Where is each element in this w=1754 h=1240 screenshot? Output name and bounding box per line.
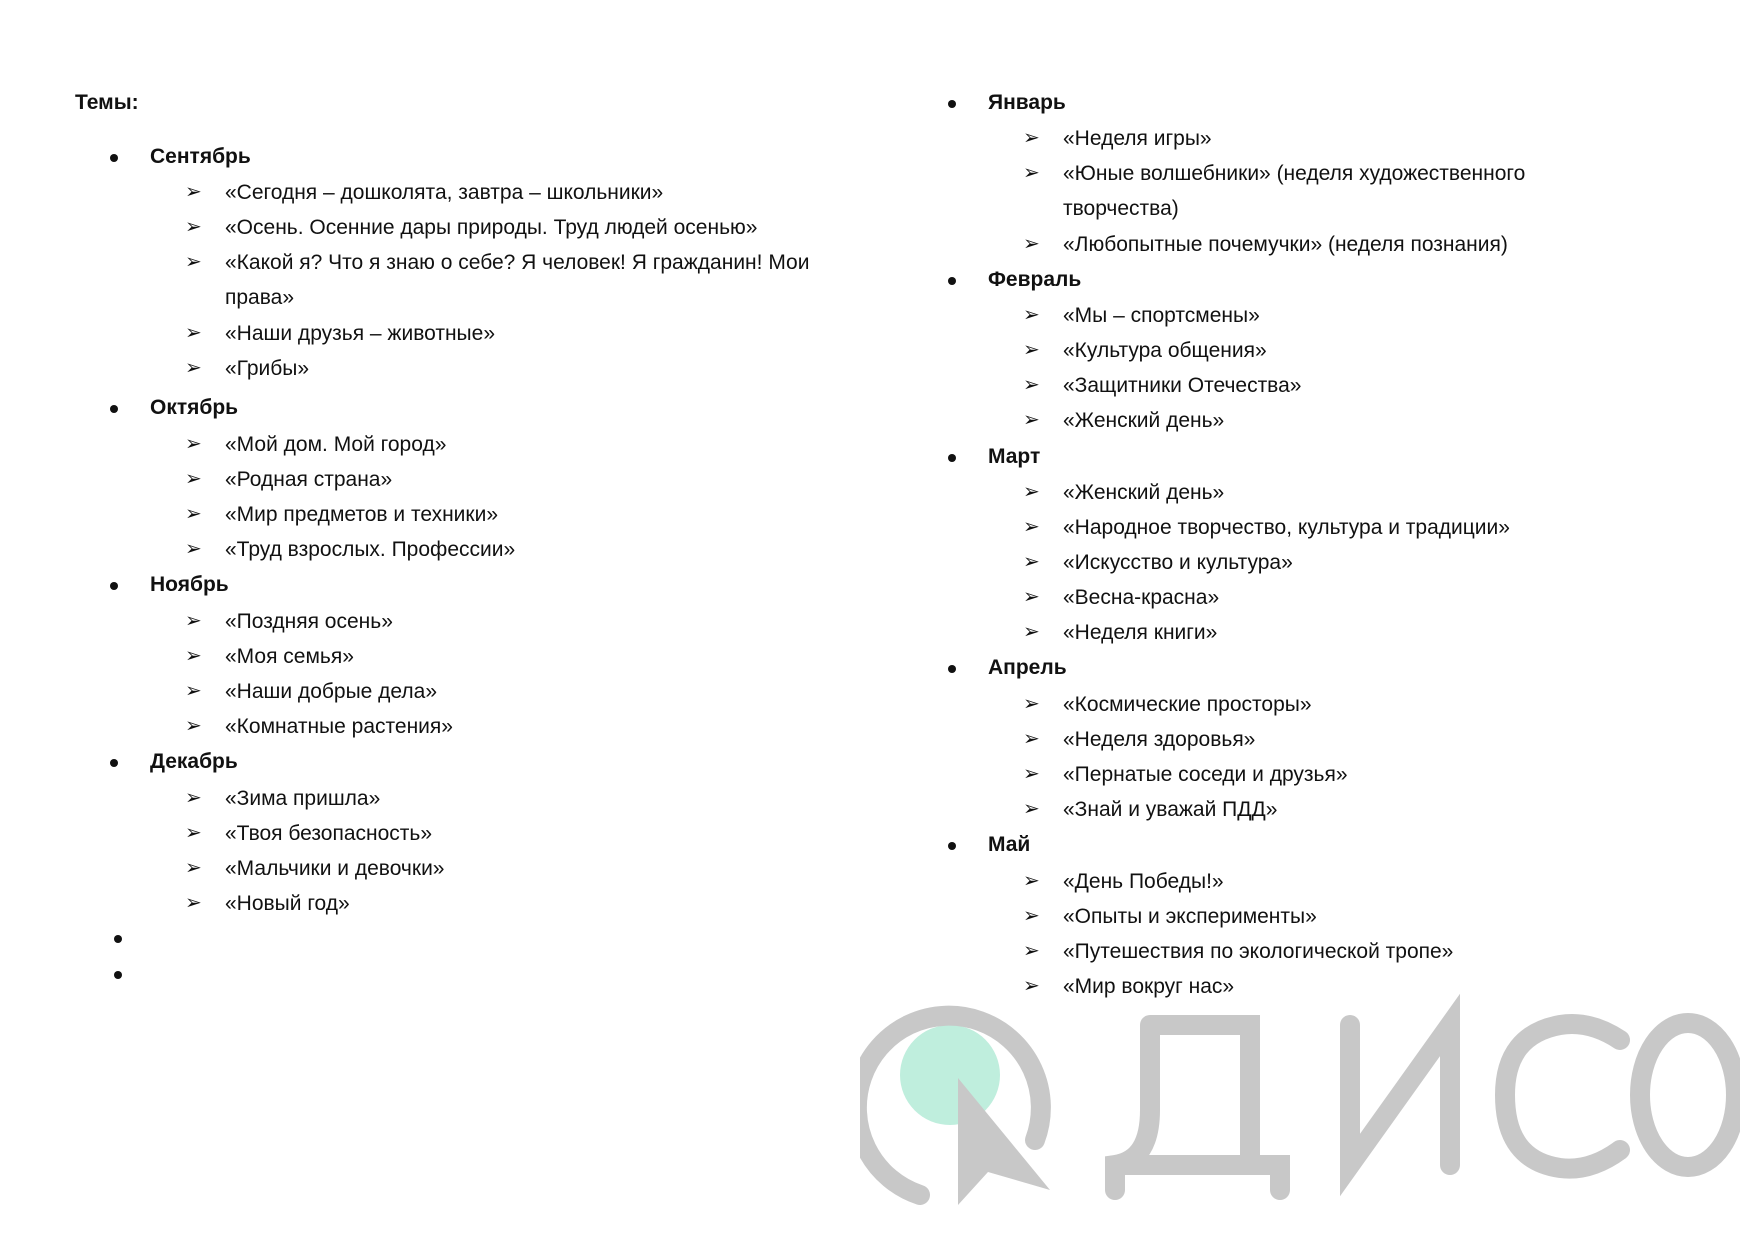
arrow-bullet-icon: ➢: [185, 216, 202, 238]
topic-item: ➢ «Космические просторы»: [1063, 687, 1312, 722]
arrow-bullet-icon: ➢: [1023, 339, 1040, 361]
page-heading: Темы:: [75, 91, 139, 114]
topic-item: ➢ «Моя семья»: [225, 639, 354, 674]
arrow-bullet-icon: ➢: [185, 181, 202, 203]
topic-item: ➢ «Неделя здоровья»: [1063, 722, 1255, 757]
watermark-logo: [860, 990, 1740, 1225]
month-december: [150, 747, 238, 777]
arrow-bullet-icon: ➢: [1023, 798, 1040, 820]
month-label: Ноябрь: [150, 573, 229, 596]
arrow-bullet-icon: ➢: [1023, 374, 1040, 396]
arrow-bullet-icon: ➢: [1023, 693, 1040, 715]
month-november: [150, 570, 229, 600]
arrow-bullet-icon: ➢: [185, 433, 202, 455]
month-label: Февраль: [988, 268, 1082, 291]
arrow-bullet-icon: ➢: [185, 322, 202, 344]
topic-item: ➢ «Неделя игры»: [1063, 121, 1212, 156]
arrow-bullet-icon: ➢: [185, 468, 202, 490]
topic-item: ➢ «Неделя книги»: [1063, 615, 1217, 650]
topic-item: ➢ «Труд взрослых. Профессии»: [225, 532, 515, 567]
bullet-icon: [948, 277, 956, 285]
topic-item: ➢ «Мой дом. Мой город»: [225, 427, 446, 462]
topic-item: ➢ «Знай и уважай ПДД»: [1063, 792, 1277, 827]
topic-item: ➢ «Юные волшебники» (неделя художественного творчества): [1063, 156, 1623, 226]
arrow-bullet-icon: ➢: [1023, 975, 1040, 997]
arrow-bullet-icon: ➢: [185, 822, 202, 844]
arrow-bullet-icon: ➢: [1023, 586, 1040, 608]
arrow-bullet-icon: ➢: [1023, 481, 1040, 503]
bullet-icon: [948, 454, 956, 462]
topic-item: ➢ «Мы – спортсмены»: [1063, 298, 1260, 333]
arrow-bullet-icon: ➢: [185, 787, 202, 809]
bullet-icon: [948, 100, 956, 108]
arrow-bullet-icon: ➢: [185, 251, 202, 273]
arrow-bullet-icon: ➢: [1023, 304, 1040, 326]
month-october: [150, 393, 238, 423]
bullet-icon: [110, 582, 118, 590]
arrow-bullet-icon: ➢: [1023, 162, 1040, 184]
month-label: Апрель: [988, 656, 1067, 679]
arrow-bullet-icon: ➢: [1023, 551, 1040, 573]
topic-item: ➢ «Зима пришла»: [225, 781, 380, 816]
topic-item: ➢ «Сегодня – дошколята, завтра – школьники»: [225, 175, 663, 210]
topic-item: ➢ «Мальчики и девочки»: [225, 851, 444, 886]
topic-item: ➢ «Опыты и эксперименты»: [1063, 899, 1317, 934]
topic-item: ➢ «Путешествия по экологической тропе»: [1063, 934, 1453, 969]
topic-item: ➢ «Комнатные растения»: [225, 709, 453, 744]
month-january: [988, 88, 1066, 118]
bullet-icon: [110, 759, 118, 767]
arrow-bullet-icon: ➢: [1023, 233, 1040, 255]
watermark-emblem-icon: [860, 1016, 1050, 1205]
topic-item: ➢ «Поздняя осень»: [225, 604, 393, 639]
topic-item: ➢ «Осень. Осенние дары природы. Труд людей осенью»: [225, 210, 757, 245]
month-september: [150, 142, 251, 172]
month-march: [988, 442, 1040, 472]
topic-item: ➢ «Искусство и культура»: [1063, 545, 1293, 580]
arrow-bullet-icon: ➢: [185, 610, 202, 632]
month-label: Октябрь: [150, 396, 239, 419]
month-label: Сентябрь: [150, 145, 251, 168]
topic-item: ➢ «Любопытные почемучки» (неделя познания): [1063, 227, 1508, 262]
topic-item: ➢ «Наши друзья – животные»: [225, 316, 495, 351]
arrow-bullet-icon: ➢: [1023, 728, 1040, 750]
topic-item: ➢ «Мир вокруг нас»: [1063, 969, 1234, 1004]
topic-item: ➢ «Грибы»: [225, 351, 309, 386]
watermark-wordmark-icon: [1115, 1023, 1736, 1190]
arrow-bullet-icon: ➢: [185, 538, 202, 560]
arrow-bullet-icon: ➢: [185, 503, 202, 525]
month-label: Май: [988, 833, 1031, 856]
topic-item: ➢ «Женский день»: [1063, 475, 1224, 510]
topic-item: ➢ «Твоя безопасность»: [225, 816, 432, 851]
arrow-bullet-icon: ➢: [185, 680, 202, 702]
arrow-bullet-icon: ➢: [1023, 940, 1040, 962]
month-april: [988, 653, 1067, 683]
topic-item: ➢ «Культура общения»: [1063, 333, 1267, 368]
topic-item: ➢ «Весна-красна»: [1063, 580, 1219, 615]
topic-item: ➢ «Какой я? Что я знаю о себе? Я человек! Я гражданин! Мои права»: [225, 245, 815, 315]
arrow-bullet-icon: ➢: [1023, 905, 1040, 927]
month-label: Март: [988, 445, 1041, 468]
topic-item: ➢ «Защитники Отечества»: [1063, 368, 1301, 403]
arrow-bullet-icon: ➢: [185, 645, 202, 667]
topic-item: ➢ «Пернатые соседи и друзья»: [1063, 757, 1348, 792]
arrow-bullet-icon: ➢: [1023, 409, 1040, 431]
bullet-icon: [110, 405, 118, 413]
watermark-accent-circle: [900, 1025, 1000, 1125]
topic-item: ➢ «День Победы!»: [1063, 864, 1224, 899]
arrow-bullet-icon: ➢: [1023, 870, 1040, 892]
arrow-bullet-icon: ➢: [185, 857, 202, 879]
month-february: [988, 265, 1081, 295]
topic-item: ➢ «Новый год»: [225, 886, 350, 921]
arrow-bullet-icon: ➢: [1023, 127, 1040, 149]
arrow-bullet-icon: ➢: [185, 892, 202, 914]
topic-item: ➢ «Мир предметов и техники»: [225, 497, 498, 532]
arrow-bullet-icon: ➢: [1023, 516, 1040, 538]
arrow-bullet-icon: ➢: [185, 357, 202, 379]
bullet-icon: [948, 665, 956, 673]
arrow-bullet-icon: ➢: [1023, 763, 1040, 785]
bullet-icon: [114, 935, 122, 943]
topic-item: ➢ «Женский день»: [1063, 403, 1224, 438]
month-label: Декабрь: [150, 750, 238, 773]
month-label: Январь: [988, 91, 1066, 114]
topic-item: ➢ «Народное творчество, культура и традиции»: [1063, 510, 1510, 545]
topic-item: ➢ «Наши добрые дела»: [225, 674, 437, 709]
arrow-bullet-icon: ➢: [1023, 621, 1040, 643]
topic-item: ➢ «Родная страна»: [225, 462, 392, 497]
bullet-icon: [110, 154, 118, 162]
bullet-icon: [948, 842, 956, 850]
arrow-bullet-icon: ➢: [185, 715, 202, 737]
month-may: [988, 830, 1030, 860]
bullet-icon: [114, 971, 122, 979]
